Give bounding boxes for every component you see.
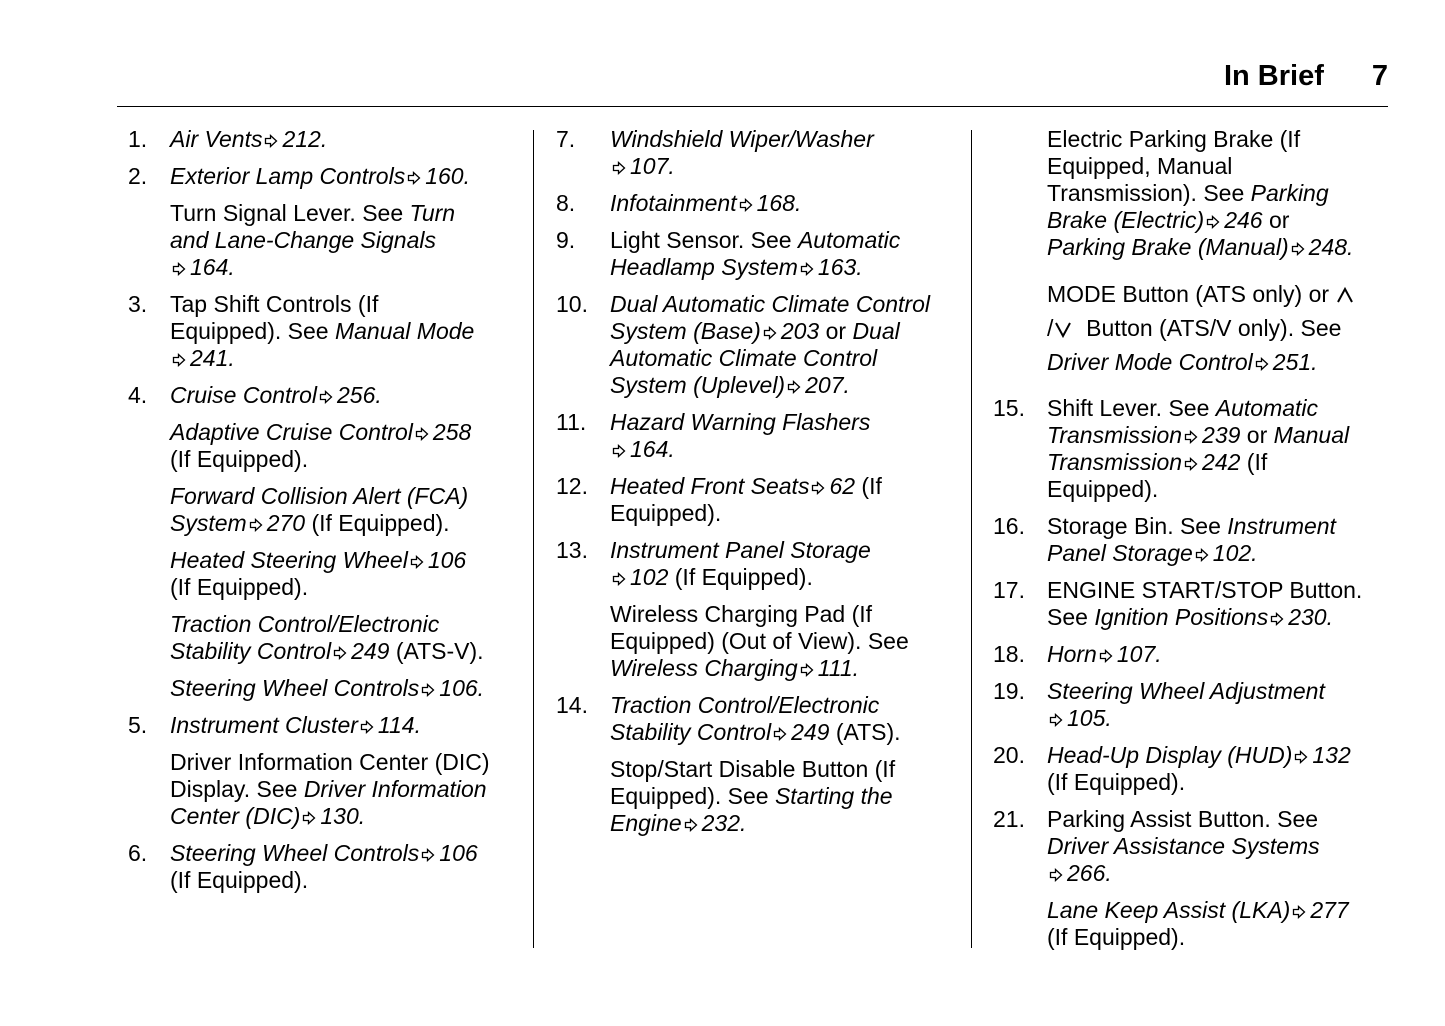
callout-link[interactable]: Turn bbox=[409, 200, 456, 226]
callout-link[interactable]: Brake (Electric) bbox=[1047, 207, 1205, 233]
text: Storage Bin. See bbox=[1047, 513, 1228, 539]
page-ref[interactable]: 241. bbox=[190, 345, 235, 371]
page-reference-arrow-icon bbox=[1294, 750, 1308, 764]
callout-entry bbox=[556, 190, 956, 217]
text: (ATS). bbox=[829, 719, 901, 745]
page-reference-arrow-icon bbox=[1049, 868, 1063, 882]
text: See bbox=[1047, 604, 1095, 630]
page-reference-arrow-icon bbox=[763, 326, 777, 340]
callout-subentry bbox=[993, 277, 1393, 379]
page-ref[interactable]: 230. bbox=[1288, 604, 1333, 630]
page-reference-arrow-icon bbox=[1195, 548, 1209, 562]
header-rule bbox=[117, 106, 1388, 107]
callout-link[interactable]: Forward Collision Alert (FCA) bbox=[170, 483, 469, 509]
text: / bbox=[1047, 315, 1054, 341]
page-ref[interactable]: 251. bbox=[1272, 349, 1318, 375]
callout-link[interactable]: Engine bbox=[610, 810, 682, 836]
page-ref[interactable]: 249 bbox=[351, 638, 390, 664]
callout-link[interactable]: System (Uplevel) bbox=[610, 372, 786, 398]
callout-number: 5. bbox=[128, 712, 148, 738]
callout-number: 8. bbox=[556, 190, 576, 216]
page-header bbox=[1224, 60, 1388, 93]
page-reference-arrow-icon bbox=[360, 720, 374, 734]
callout-link[interactable]: Traction Control/Electronic bbox=[170, 611, 440, 637]
callout-entry bbox=[128, 840, 518, 894]
callout-link[interactable]: Steering Wheel Controls bbox=[170, 675, 420, 701]
page-ref[interactable]: 203 bbox=[780, 318, 820, 344]
callout-entry bbox=[993, 678, 1393, 732]
page-ref[interactable]: 168. bbox=[756, 190, 802, 216]
callout-link[interactable]: Cruise Control bbox=[170, 382, 317, 408]
page-ref[interactable]: 107. bbox=[1116, 641, 1162, 667]
callout-number: 21. bbox=[993, 806, 1025, 832]
page-reference-arrow-icon bbox=[1291, 242, 1305, 256]
page-reference-arrow-icon bbox=[302, 811, 316, 825]
text: Electric Parking Brake (If bbox=[1047, 126, 1301, 152]
callout-number: 13. bbox=[556, 537, 588, 563]
callout-link[interactable]: Steering Wheel Controls bbox=[170, 840, 420, 866]
text: (If Equipped). bbox=[1047, 924, 1186, 950]
callout-subentry bbox=[128, 547, 518, 601]
text: (If Equipped). bbox=[170, 574, 309, 600]
callout-link[interactable]: Parking bbox=[1250, 180, 1329, 206]
callout-link[interactable]: Headlamp System bbox=[610, 254, 798, 280]
mode-down-chevron-icon bbox=[1053, 320, 1073, 338]
callout-number: 17. bbox=[993, 577, 1025, 603]
text: Equipped). See bbox=[170, 318, 335, 344]
callout-link[interactable]: Manual bbox=[1273, 422, 1350, 448]
page-number: 7 bbox=[1371, 60, 1388, 92]
callout-link[interactable]: Transmission bbox=[1047, 449, 1183, 475]
callout-entry bbox=[128, 291, 518, 372]
column-2 bbox=[556, 126, 956, 847]
page-ref[interactable]: 114. bbox=[377, 712, 421, 738]
callout-link[interactable]: Heated Front Seats bbox=[610, 473, 810, 499]
callout-link[interactable]: Instrument bbox=[1227, 513, 1336, 539]
page-ref[interactable]: 248. bbox=[1308, 234, 1354, 260]
page-ref[interactable]: 102. bbox=[1212, 540, 1258, 566]
text: (If Equipped). bbox=[1047, 769, 1186, 795]
callout-link[interactable]: Air Vents bbox=[170, 126, 263, 152]
callout-number: 9. bbox=[556, 227, 576, 253]
text: Shift Lever. See bbox=[1047, 395, 1216, 421]
callout-link[interactable]: Adaptive Cruise Control bbox=[170, 419, 413, 445]
callout-entry bbox=[128, 163, 518, 190]
page-reference-arrow-icon bbox=[1292, 905, 1306, 919]
page-reference-arrow-icon bbox=[1255, 357, 1269, 371]
callout-subentry bbox=[556, 601, 956, 682]
callout-link[interactable]: Hazard Warning Flashers bbox=[610, 409, 871, 435]
callout-number: 3. bbox=[128, 291, 148, 317]
page-ref[interactable]: 277 bbox=[1310, 897, 1349, 923]
page-reference-arrow-icon bbox=[249, 518, 263, 532]
callout-link[interactable]: Instrument Cluster bbox=[170, 712, 358, 738]
page-ref[interactable]: 246 bbox=[1224, 207, 1263, 233]
callout-subentry bbox=[556, 756, 956, 837]
callout-number: 12. bbox=[556, 473, 588, 499]
page-ref[interactable]: 102 bbox=[630, 564, 669, 590]
text: Driver Information Center (DIC) bbox=[170, 749, 490, 775]
callout-number: 19. bbox=[993, 678, 1025, 704]
text: ENGINE START/STOP Button. bbox=[1047, 577, 1363, 603]
callout-link[interactable]: Stability Control bbox=[610, 719, 772, 745]
text: Tap Shift Controls (If bbox=[170, 291, 379, 317]
section-title: In Brief bbox=[1223, 60, 1324, 92]
page-ref[interactable]: 111. bbox=[817, 655, 860, 681]
callout-entry bbox=[128, 712, 518, 739]
text: (If Equipped). bbox=[170, 446, 309, 472]
callout-entry bbox=[556, 126, 956, 180]
callout-link[interactable]: Lane Keep Assist (LKA) bbox=[1047, 897, 1291, 923]
callout-entry bbox=[993, 806, 1393, 887]
page-reference-arrow-icon bbox=[319, 390, 333, 404]
text: Button (ATS/V only). See bbox=[1086, 315, 1342, 341]
callout-number: 6. bbox=[128, 840, 148, 866]
callout-link[interactable]: Exterior Lamp Controls bbox=[170, 163, 406, 189]
callout-link[interactable]: System (Base) bbox=[610, 318, 761, 344]
text: Parking Assist Button. See bbox=[1047, 806, 1319, 832]
page-reference-arrow-icon bbox=[773, 727, 787, 741]
callout-link[interactable]: Wireless Charging bbox=[610, 655, 798, 681]
text: Display. See bbox=[170, 776, 304, 802]
callout-entry bbox=[556, 692, 956, 746]
callout-link[interactable]: Heated Steering Wheel bbox=[170, 547, 408, 573]
callout-link[interactable]: Driver Assistance Systems bbox=[1047, 833, 1320, 859]
text: Wireless Charging Pad (If bbox=[610, 601, 873, 627]
page-ref[interactable]: 132 bbox=[1312, 742, 1351, 768]
callout-number: 1. bbox=[128, 126, 148, 152]
column-3 bbox=[993, 126, 1393, 961]
page-ref[interactable]: 258 bbox=[432, 419, 472, 445]
callout-link[interactable]: Transmission bbox=[1047, 422, 1183, 448]
callout-entry bbox=[993, 395, 1393, 503]
page-reference-arrow-icon bbox=[1049, 713, 1063, 727]
page-reference-arrow-icon bbox=[172, 353, 186, 367]
callout-link[interactable]: Traction Control/Electronic bbox=[610, 692, 880, 718]
text: Equipped) (Out of View). See bbox=[610, 628, 909, 654]
page-ref[interactable]: 106. bbox=[439, 675, 485, 701]
column-divider bbox=[971, 130, 972, 948]
page-reference-arrow-icon bbox=[415, 427, 429, 441]
text: MODE Button (ATS only) or bbox=[1047, 281, 1330, 307]
callout-number: 4. bbox=[128, 382, 148, 408]
text: Light Sensor. See bbox=[610, 227, 798, 253]
page-reference-arrow-icon bbox=[1184, 457, 1198, 471]
callout-subentry bbox=[128, 611, 518, 665]
page-ref[interactable]: 105. bbox=[1067, 705, 1112, 731]
page-reference-arrow-icon bbox=[333, 646, 347, 660]
callout-entry bbox=[993, 577, 1393, 631]
text: (If Equipped). bbox=[668, 564, 813, 590]
callout-number: 2. bbox=[128, 163, 148, 189]
callout-subentry bbox=[993, 126, 1393, 261]
text: Turn Signal Lever. See bbox=[170, 200, 410, 226]
page-reference-arrow-icon bbox=[421, 848, 435, 862]
column-divider bbox=[533, 130, 534, 948]
column-1 bbox=[128, 126, 518, 904]
callout-entry bbox=[993, 641, 1393, 668]
page-ref[interactable]: 106 bbox=[439, 840, 478, 866]
callout-number: 10. bbox=[556, 291, 588, 317]
callout-link[interactable]: Steering Wheel Adjustment bbox=[1047, 678, 1325, 704]
text: Equipped). See bbox=[610, 783, 775, 809]
page-reference-arrow-icon bbox=[684, 818, 698, 832]
page-ref[interactable]: 130. bbox=[320, 803, 366, 829]
page-ref[interactable]: 232. bbox=[701, 810, 747, 836]
page-ref[interactable]: 242 bbox=[1202, 449, 1241, 475]
callout-link[interactable]: Dual Automatic Climate Control bbox=[610, 291, 930, 317]
text: or bbox=[1262, 207, 1290, 233]
page-reference-arrow-icon bbox=[612, 161, 626, 175]
callout-entry bbox=[556, 291, 956, 399]
page-reference-arrow-icon bbox=[612, 572, 626, 586]
page-ref[interactable]: 160. bbox=[425, 163, 470, 189]
page-reference-arrow-icon bbox=[172, 262, 186, 276]
callout-link[interactable]: Panel Storage bbox=[1047, 540, 1193, 566]
page-reference-arrow-icon bbox=[1184, 430, 1198, 444]
callout-link[interactable]: Stability Control bbox=[170, 638, 332, 664]
callout-link[interactable]: Dual bbox=[852, 318, 900, 344]
text: (If bbox=[855, 473, 882, 499]
page-reference-arrow-icon bbox=[264, 134, 278, 148]
callout-number: 16. bbox=[993, 513, 1025, 539]
page-reference-arrow-icon bbox=[787, 380, 801, 394]
page-ref[interactable]: 62 bbox=[829, 473, 856, 499]
page-ref[interactable]: 164. bbox=[630, 436, 675, 462]
page-ref[interactable]: 164. bbox=[190, 254, 235, 280]
callout-entry bbox=[556, 473, 956, 527]
page-reference-arrow-icon bbox=[739, 198, 753, 212]
callout-link[interactable]: Automatic Climate Control bbox=[610, 345, 878, 371]
callout-entry bbox=[993, 742, 1393, 796]
callout-entry bbox=[993, 513, 1393, 567]
callout-entry bbox=[128, 126, 518, 153]
callout-subentry bbox=[128, 419, 518, 473]
callout-link[interactable]: Head-Up Display (HUD) bbox=[1047, 742, 1293, 768]
callout-entry bbox=[556, 537, 956, 591]
page-ref[interactable]: 266. bbox=[1067, 860, 1112, 886]
callout-link[interactable]: Automatic bbox=[1215, 395, 1319, 421]
mode-up-chevron-icon bbox=[1335, 286, 1355, 304]
callout-subentry bbox=[128, 675, 518, 702]
page-ref[interactable]: 239 bbox=[1202, 422, 1241, 448]
text: Equipped, Manual bbox=[1047, 153, 1233, 179]
callout-number: 18. bbox=[993, 641, 1025, 667]
callout-link[interactable]: Automatic bbox=[797, 227, 901, 253]
page-ref[interactable]: 107. bbox=[630, 153, 675, 179]
page-reference-arrow-icon bbox=[421, 683, 435, 697]
text: (If Equipped). bbox=[170, 867, 309, 893]
page-ref[interactable]: 212. bbox=[282, 126, 328, 152]
callout-number: 20. bbox=[993, 742, 1025, 768]
page-reference-arrow-icon bbox=[800, 663, 814, 677]
callout-link[interactable]: Instrument Panel Storage bbox=[610, 537, 871, 563]
callout-link[interactable]: System bbox=[170, 510, 247, 536]
callout-number: 15. bbox=[993, 395, 1025, 421]
callout-link[interactable]: and Lane-Change Signals bbox=[170, 227, 436, 253]
callout-number: 11. bbox=[556, 409, 587, 435]
page-reference-arrow-icon bbox=[410, 555, 424, 569]
callout-link[interactable]: Driver Information bbox=[303, 776, 487, 802]
callout-link[interactable]: Starting the bbox=[774, 783, 893, 809]
callout-number: 7. bbox=[556, 126, 576, 152]
page-ref[interactable]: 163. bbox=[817, 254, 863, 280]
text: (ATS-V). bbox=[389, 638, 484, 664]
text: Equipped). bbox=[1047, 476, 1159, 502]
page-ref[interactable]: 249 bbox=[791, 719, 830, 745]
callout-link[interactable]: Manual Mode bbox=[334, 318, 475, 344]
page-ref[interactable]: 256. bbox=[337, 382, 382, 408]
text: Stop/Start Disable Button (If bbox=[610, 756, 896, 782]
page-ref[interactable]: 106 bbox=[427, 547, 467, 573]
page-ref[interactable]: 207. bbox=[805, 372, 850, 398]
callout-subentry bbox=[128, 200, 518, 281]
callout-subentry bbox=[993, 897, 1393, 951]
text: Transmission). See bbox=[1047, 180, 1251, 206]
callout-link[interactable]: Windshield Wiper/Washer bbox=[610, 126, 874, 152]
page-ref[interactable]: 270 bbox=[266, 510, 306, 536]
callout-link[interactable]: Ignition Positions bbox=[1094, 604, 1269, 630]
callout-number: 14. bbox=[556, 692, 588, 718]
callout-entry bbox=[128, 382, 518, 409]
text: Equipped). bbox=[610, 500, 722, 526]
callout-link[interactable]: Horn bbox=[1047, 641, 1097, 667]
text: or bbox=[819, 318, 853, 344]
page-reference-arrow-icon bbox=[800, 262, 814, 276]
text: or bbox=[1240, 422, 1274, 448]
text: (If bbox=[1240, 449, 1268, 475]
callout-link[interactable]: Parking Brake (Manual) bbox=[1047, 234, 1289, 260]
callout-link[interactable]: Center (DIC) bbox=[170, 803, 301, 829]
page-reference-arrow-icon bbox=[407, 171, 421, 185]
page-reference-arrow-icon bbox=[1206, 215, 1220, 229]
callout-subentry bbox=[128, 749, 518, 830]
callout-entry bbox=[556, 409, 956, 463]
page-reference-arrow-icon bbox=[612, 444, 626, 458]
callout-entry bbox=[556, 227, 956, 281]
text: (If Equipped). bbox=[305, 510, 450, 536]
callout-link[interactable]: Driver Mode Control bbox=[1047, 349, 1253, 375]
callout-link[interactable]: Infotainment bbox=[610, 190, 737, 216]
page-reference-arrow-icon bbox=[811, 481, 825, 495]
page-reference-arrow-icon bbox=[1270, 612, 1284, 626]
callout-subentry bbox=[128, 483, 518, 537]
page-reference-arrow-icon bbox=[1099, 649, 1113, 663]
